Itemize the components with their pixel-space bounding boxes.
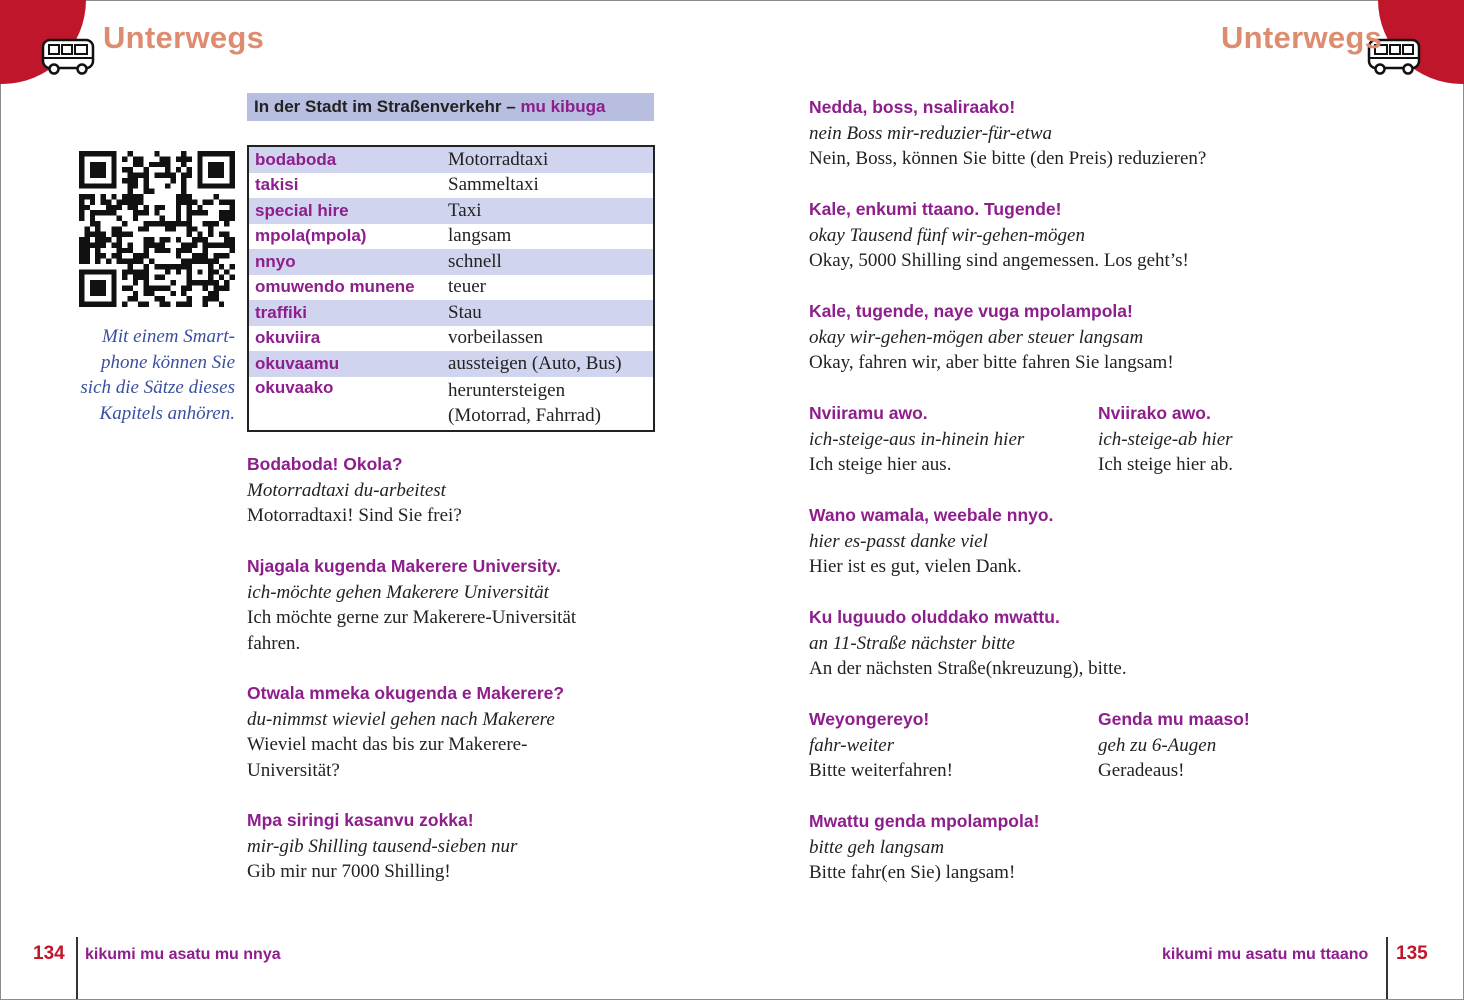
phrase-luganda: Genda mu maaso! [1098, 709, 1250, 729]
phrase-block [809, 503, 1053, 580]
phrase-translation: Ich steige hier aus. [809, 454, 952, 475]
vocab-sw: takisi [255, 175, 299, 195]
vocab-sw: mpola(mpola) [255, 226, 367, 246]
phrase-gloss: ich-steige-aus in-hinein hier [809, 428, 1025, 450]
phrase-luganda: Njagala kugenda Makerere University. [247, 556, 561, 576]
page-number-words-right: kikumi mu asatu mu ttaano [1162, 946, 1369, 963]
phrase-luganda: Nviirako awo. [1098, 403, 1211, 423]
vocab-row [249, 351, 653, 377]
phrase-translation: Universität? [247, 759, 340, 781]
vocab-de [448, 378, 601, 429]
phrase-luganda: Nviiramu awo. [809, 403, 928, 423]
phrase-luganda: Otwala mmeka okugenda e Makerere? [247, 683, 565, 703]
phrase-gloss: mir-gib Shilling tausend-sieben nur [247, 835, 518, 857]
phrase-block [809, 95, 1206, 172]
phrase-block [1098, 707, 1250, 784]
vocab-row [249, 275, 653, 301]
vocab-title [247, 93, 654, 121]
phrase-translation: Geradeaus! [1098, 760, 1185, 781]
footer-divider [1386, 937, 1388, 999]
vocab-de: vorbeilassen [448, 327, 543, 349]
phrase-gloss: ich-möchte gehen Makerere Universität [247, 581, 549, 603]
vocab-row [249, 326, 653, 352]
vocab-title-sw: mu kibuga [520, 97, 606, 116]
phrase-gloss: Motorradtaxi du-arbeitest [247, 479, 446, 501]
vocab-sw: special hire [255, 200, 349, 220]
vocab-de-line: (Motorrad, Fahrrad) [448, 405, 602, 426]
vocab-row [249, 198, 653, 224]
phrase-translation: Gib mir nur 7000 Shilling! [247, 861, 451, 882]
phrase-block [809, 401, 1024, 478]
phrase-luganda: Kale, tugende, naye vuga mpolampola! [809, 301, 1133, 321]
phrase-gloss: geh zu 6-Augen [1098, 734, 1217, 756]
vocab-sw: nnyo [255, 251, 296, 271]
page-number-left: 134 [33, 943, 65, 964]
phrase-luganda: Bodaboda! Okola? [247, 454, 403, 474]
vocab-row [249, 300, 653, 326]
vocab-sw: okuvaako [255, 377, 334, 397]
phrase-translation: Wieviel macht das bis zur Makerere- [247, 734, 528, 755]
phrase-gloss: hier es-passt danke viel [809, 530, 988, 552]
vocab-de: schnell [448, 250, 502, 272]
vocab-de: Motorradtaxi [448, 148, 549, 170]
phrase-translation: Hier ist es gut, vielen Dank. [809, 556, 1022, 577]
phrase-block [247, 554, 576, 656]
phrase-luganda: Ku luguudo oluddako mwattu. [809, 607, 1060, 627]
phrase-block [1098, 401, 1233, 478]
chapter-title-right: Unterwegs [1221, 20, 1383, 55]
vocab-de: Stau [448, 301, 482, 323]
phrase-block [809, 605, 1127, 682]
phrase-gloss: okay wir-gehen-mögen aber steuer langsam [809, 326, 1144, 348]
qr-code[interactable] [79, 151, 235, 307]
phrase-luganda: Mwattu genda mpolampola! [809, 811, 1040, 831]
vocab-row [249, 224, 653, 250]
phrase-translation: Bitte weiterfahren! [809, 760, 954, 781]
phrase-gloss: nein Boss mir-reduzier-für-etwa [809, 122, 1053, 144]
vocab-de: aussteigen (Auto, Bus) [448, 352, 622, 374]
vocab-de: teuer [448, 276, 486, 298]
vocab-title-de: In der Stadt im Straßenverkehr – [254, 97, 516, 116]
phrase-translation: Okay, 5000 Shilling sind angemessen. Los geht’s! [809, 250, 1189, 271]
phrase-gloss: an 11-Straße nächster bitte [809, 632, 1015, 654]
qr-note-line: Mit einem Smart- [102, 326, 235, 347]
phrase-translation: Ich möchte gerne zur Makerere-Universität [247, 607, 577, 628]
vocab-de: Taxi [448, 199, 482, 221]
vocab-sw: bodaboda [255, 149, 337, 169]
phrase-translation: Okay, fahren wir, aber bitte fahren Sie langsam! [809, 352, 1174, 373]
phrase-block [809, 197, 1189, 274]
vocab-table [247, 145, 655, 432]
page-number-right: 135 [1396, 943, 1428, 964]
phrase-block [809, 707, 953, 784]
phrase-block [247, 808, 517, 885]
vocab-row [249, 249, 653, 275]
phrase-block [809, 809, 1039, 886]
phrase-gloss: du-nimmst wieviel gehen nach Makerere [247, 708, 555, 730]
qr-note-line: Kapitels anhören. [99, 402, 235, 424]
phrase-translation: An der nächsten Straße(nkreuzung), bitte. [809, 658, 1127, 679]
phrase-gloss: bitte geh langsam [809, 836, 945, 858]
phrase-gloss: okay Tausend fünf wir-gehen-mögen [809, 224, 1085, 246]
phrase-luganda: Kale, enkumi ttaano. Tugende! [809, 199, 1062, 219]
phrase-block [809, 299, 1174, 376]
qr-note [70, 324, 235, 426]
page-number-words-left: kikumi mu asatu mu nnya [85, 946, 281, 963]
qr-note-line: sich die Sätze dieses [80, 377, 235, 398]
phrase-translation: Nein, Boss, können Sie bitte (den Preis) reduzieren? [809, 148, 1207, 169]
chapter-title-left: Unterwegs [103, 20, 265, 55]
vocab-sw: omuwendo munene [255, 277, 415, 297]
phrase-translation: fahren. [247, 632, 301, 654]
vocab-sw: traffiki [255, 302, 307, 322]
vocab-row [249, 147, 653, 173]
qr-note-line: phone können Sie [100, 351, 235, 373]
phrase-translation: Bitte fahr(en Sie) langsam! [809, 862, 1016, 883]
phrase-luganda: Weyongereyo! [809, 709, 930, 729]
vocab-sw: okuviira [255, 328, 321, 348]
phrase-block [247, 681, 564, 783]
phrase-luganda: Nedda, boss, nsaliraako! [809, 97, 1016, 117]
bus-icon [40, 34, 96, 76]
vocab-row [249, 377, 653, 430]
vocab-de: langsam [448, 225, 512, 247]
phrase-luganda: Wano wamala, weebale nnyo. [809, 505, 1054, 525]
vocab-de-line: heruntersteigen [448, 379, 566, 401]
phrase-gloss: ich-steige-ab hier [1098, 428, 1233, 450]
phrase-translation: Ich steige hier ab. [1098, 454, 1234, 475]
vocab-sw: okuvaamu [255, 353, 340, 373]
phrase-gloss: fahr-weiter [809, 734, 895, 756]
phrase-translation: Motorradtaxi! Sind Sie frei? [247, 505, 462, 526]
vocab-de: Sammeltaxi [448, 174, 539, 196]
phrase-luganda: Mpa siringi kasanvu zokka! [247, 810, 474, 830]
footer-divider [76, 937, 78, 999]
vocab-row [249, 173, 653, 199]
phrase-block [247, 452, 462, 529]
